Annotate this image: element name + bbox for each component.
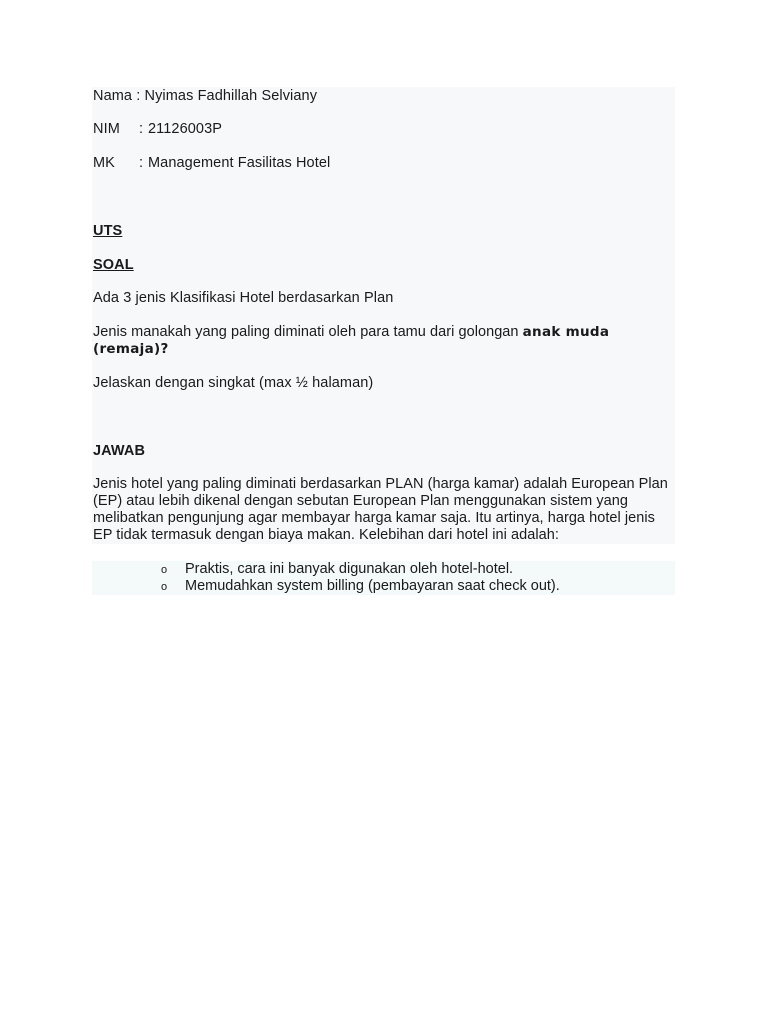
jawab-paragraph: Jenis hotel yang paling diminati berdasarkan PLAN (harga kamar) adalah European Plan (EP) atau lebih dikenal dengan sebutan European Plan menggunakan sistem yang melibatkan pengunjung agar membayar harga kamar saja. Itu artinya, harga hotel jenis EP tidak termasuk dengan biaya makan. Kelebihan dari hotel ini adalah:	[93, 476, 668, 543]
bullet-circle-icon: o	[161, 564, 168, 576]
nim-value: 21126003P	[148, 121, 223, 137]
mk-separator: :	[139, 155, 144, 171]
list-item	[161, 578, 560, 596]
bullet-circle-icon: o	[161, 581, 168, 593]
nama-label: Nama	[93, 88, 133, 104]
mk-value: Management Fasilitas Hotel	[148, 155, 331, 171]
jawab-heading: JAWAB	[93, 443, 146, 459]
soal-line-2-bold: anak muda (remaja)?	[93, 324, 610, 357]
soal-line-2-lead: Jenis manakah yang paling diminati oleh para tamu dari golongan	[93, 324, 523, 340]
list-item-text: Praktis, cara ini banyak digunakan oleh hotel-hotel.	[185, 561, 514, 577]
soal-heading: SOAL	[93, 257, 134, 273]
mk-label: MK	[93, 155, 115, 171]
soal-line-1: Ada 3 jenis Klasifikasi Hotel berdasarkan Plan	[93, 290, 394, 306]
nama-value: Nyimas Fadhillah Selviany	[144, 88, 318, 104]
nim-separator: :	[139, 121, 144, 137]
list-item-text: Memudahkan system billing (pembayaran saat check out).	[185, 578, 560, 594]
nama-line	[93, 88, 317, 105]
nim-label: NIM	[93, 121, 120, 137]
mk-line	[93, 155, 330, 172]
uts-heading: UTS	[93, 223, 123, 239]
soal-line-3: Jelaskan dengan singkat (max ½ halaman)	[93, 375, 374, 391]
nama-separator: :	[136, 88, 141, 104]
nim-line	[93, 121, 222, 138]
soal-line-2	[93, 324, 671, 358]
list-item	[161, 561, 513, 579]
